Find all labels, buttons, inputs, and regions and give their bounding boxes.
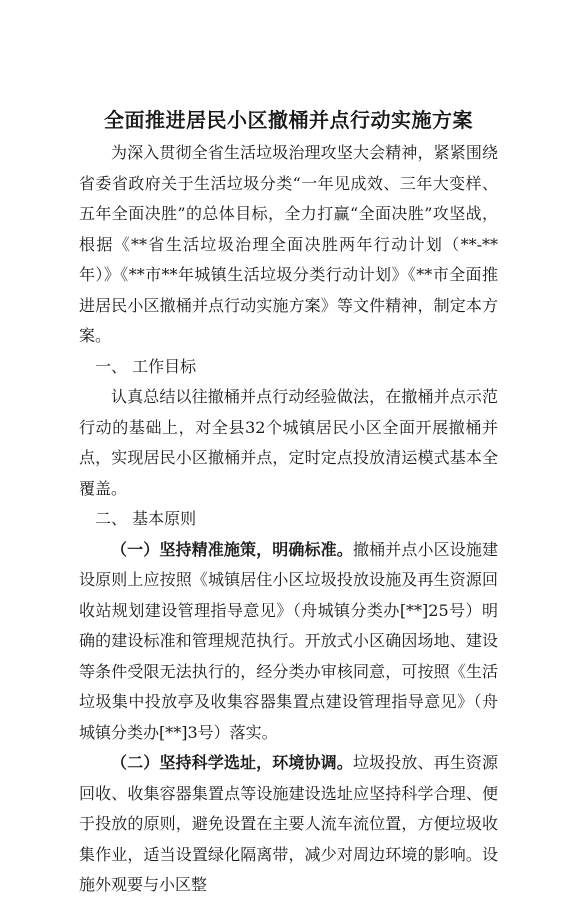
principle-item-1-label: （一）坚持精准施策，明确标准。: [111, 539, 353, 559]
principle-item-1: [79, 535, 498, 749]
section-heading-goals: 一、 工作目标: [95, 356, 197, 376]
document-title: 全面推进居民小区撤桶并点行动实施方案: [104, 108, 473, 132]
goals-paragraph: 认真总结以往撤桶并点行动经验做法，在撤桶并点示范行动的基础上，对全县32个城镇居民小区全面开展撤桶并点，实现居民小区撤桶并点，定时定点投放清运模式基本全覆盖。: [79, 387, 498, 498]
section-heading-principles: 二、 基本原则: [95, 509, 197, 528]
principle-item-1-body: 撤桶并点小区设施建设原则上应按照《城镇居住小区垃圾投放设施及再生资源回收站规划建设管理指导意见》（舟城镇分类办[**]25号）明确的建设标准和管理规范执行。开放式小区确因场地、建设等条件受限无法执行的，经分类办审核同意，可按照《生活垃圾集中投放亭及收集容器集置点建设管理指导意见》（舟城镇分类办[**]3号）落实。: [79, 539, 498, 742]
principle-item-2-label: （二）坚持科学选址，环境协调。: [111, 753, 353, 772]
principle-item-2-body: 垃圾投放、再生资源回收、收集容器集置点等设施建设选址应坚持科学合理、便于投放的原则，避免设置在主要人流车流位置，方便垃圾收集作业，适当设置绿化隔离带，减少对周边环境的影响。设施外观要与小区整: [79, 753, 498, 894]
principle-item-2: [79, 748, 498, 901]
intro-paragraph: 为深入贯彻全省生活垃圾治理攻坚大会精神，紧紧围绕省委省政府关于生活垃圾分类“一年见成效、三年大变样、五年全面决胜”的总体目标，全力打赢“全面决胜”攻坚战，根据《**省生活垃圾治理全面决胜两年行动计划（**-**年）》《**市**年城镇生活垃圾分类行动计划》《**市全面推进居民小区撤桶并点行动实施方案》等文件精神，制定本方案。: [79, 143, 498, 345]
